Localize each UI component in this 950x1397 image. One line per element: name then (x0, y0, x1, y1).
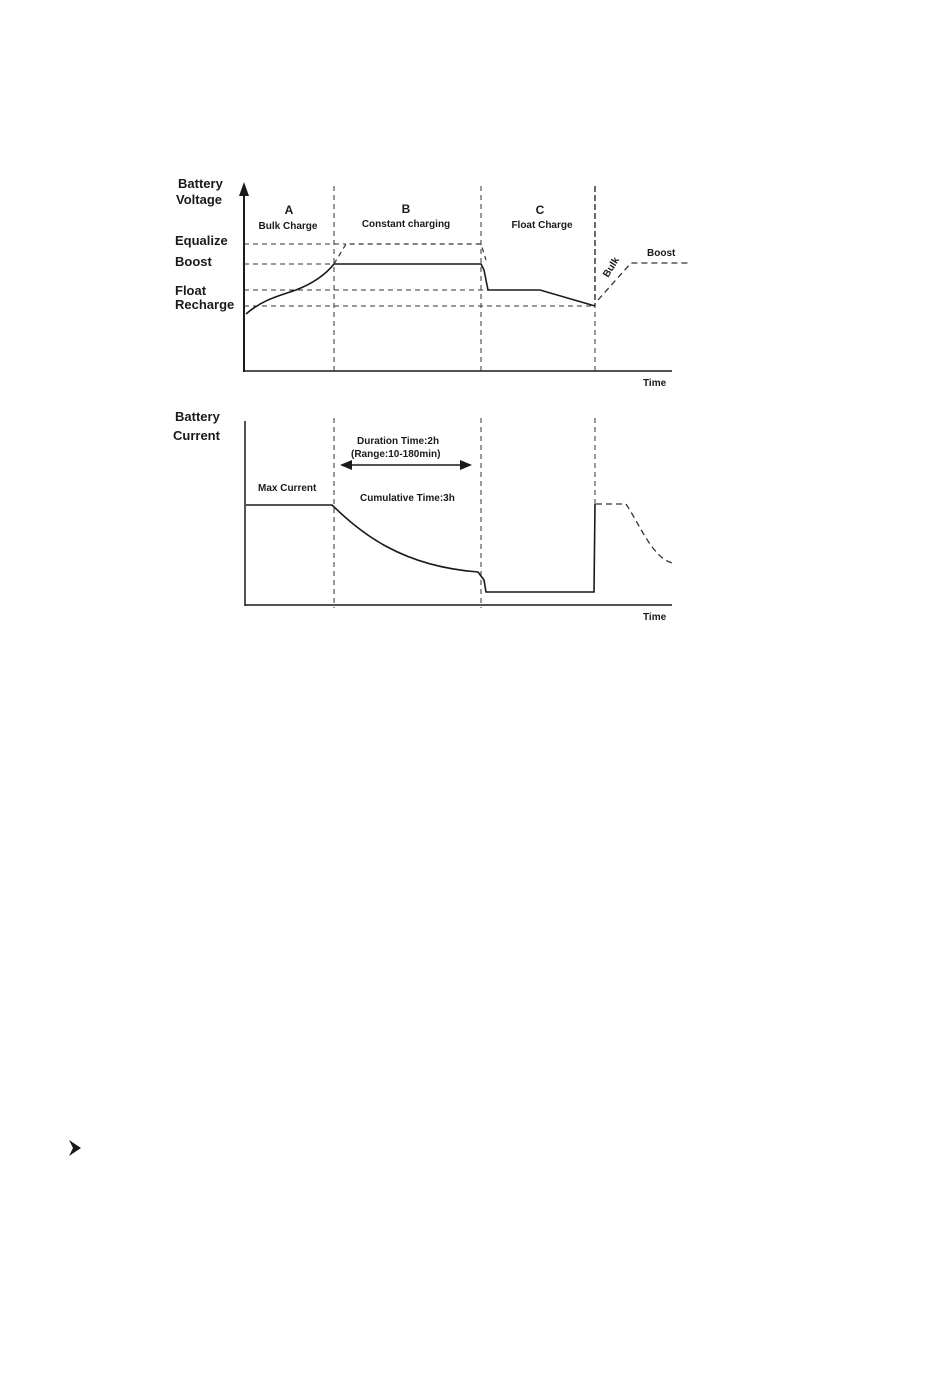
restart-current-dashed (596, 504, 672, 563)
restart-bulk-label: Bulk (601, 255, 623, 280)
duration-label: Duration Time:2h (357, 436, 440, 447)
max-current-label: Max Current (258, 483, 317, 494)
voltage-x-label: Time (643, 378, 667, 389)
duration-arrow-right-head (460, 460, 472, 470)
level-label-boost: Boost (175, 254, 212, 269)
voltage-y-label-line2: Voltage (176, 192, 222, 207)
voltage-y-axis-arrow (239, 182, 249, 196)
voltage-y-label-line1: Battery (178, 176, 223, 191)
duration-arrow-left-head (340, 460, 352, 470)
level-label-recharge: Recharge (175, 297, 235, 312)
current-y-label-line1: Battery (175, 409, 220, 424)
restart-boost-label: Boost (647, 248, 676, 259)
cumulative-time-label: Cumulative Time:3h (360, 493, 455, 504)
current-curve (246, 504, 595, 592)
phase-a-name: Bulk Charge (258, 221, 318, 232)
level-label-float: Float (175, 283, 207, 298)
current-y-label-line2: Current (173, 428, 220, 443)
phase-b-name: Constant charging (361, 219, 451, 230)
current-chart (173, 409, 672, 623)
phase-c-letter: C (535, 203, 545, 217)
duration-range-label: (Range:10-180min) (351, 449, 441, 460)
voltage-chart (175, 176, 690, 389)
equalize-profile-dashed (334, 244, 486, 264)
level-label-equalize: Equalize (175, 233, 228, 248)
phase-b-letter: B (401, 202, 411, 216)
current-x-label: Time (643, 612, 667, 623)
phase-a-letter: A (284, 203, 294, 217)
arrowhead-bullet-icon (66, 1138, 84, 1158)
phase-c-name: Float Charge (511, 220, 573, 231)
